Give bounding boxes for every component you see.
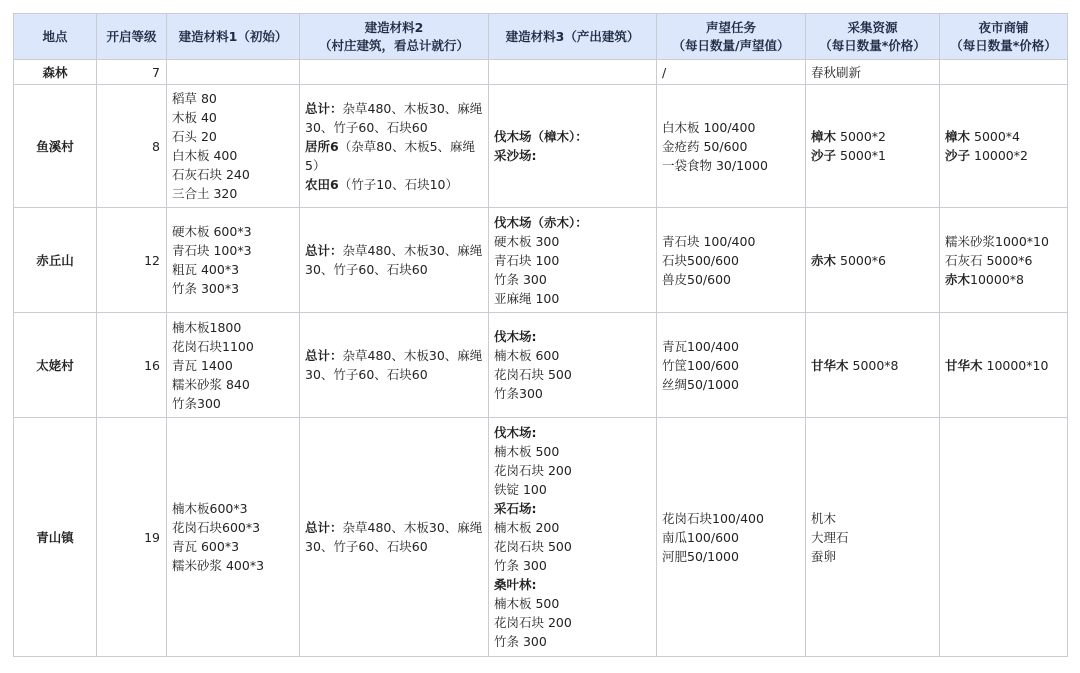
reputation-cell (657, 418, 806, 657)
material-3-cell (489, 418, 657, 657)
cell-line (305, 137, 483, 175)
cell-text: 花岗石块 200 (494, 463, 572, 478)
cell-line (494, 270, 651, 289)
cell-line: 三合土 320 (172, 186, 238, 201)
cell-line (305, 346, 483, 384)
cell-line (811, 63, 934, 82)
cell-line: 稻草 80 (172, 91, 217, 106)
cell-line: 粗瓦 400*3 (172, 262, 240, 277)
material-1-cell (167, 418, 300, 657)
cell-line: 石灰石块 240 (172, 167, 250, 182)
level-cell: 7 (97, 60, 167, 85)
bold-label: 总计： (305, 100, 343, 116)
bold-label: 樟木 (811, 129, 837, 144)
bold-label: 赤木 (811, 252, 837, 268)
header-level: 开启等级 (97, 14, 167, 60)
cell-line (494, 442, 651, 461)
bold-label: 总计： (305, 243, 343, 258)
cell-text: 10000*2 (970, 148, 1028, 163)
cell-line: 南瓜100/600 (662, 529, 739, 545)
cell-line (305, 175, 483, 194)
bold-label: 居所6 (305, 138, 339, 154)
night-market-cell (940, 418, 1068, 657)
cell-line: 青瓦 600*3 (172, 539, 240, 554)
cell-line: 楠木板1800 (172, 319, 242, 335)
cell-line (494, 232, 651, 251)
cell-line (494, 423, 651, 442)
cell-line (494, 575, 651, 594)
material-3-cell (489, 85, 657, 208)
bold-label: 沙子 (811, 148, 837, 163)
cell-text: 亚麻绳 100 (494, 290, 560, 306)
cell-text: 5000*2 (836, 129, 887, 144)
cell-text: 竹条300 (494, 386, 543, 401)
cell-line (811, 528, 934, 547)
location-cell: 鱼溪村 (14, 85, 97, 208)
cell-line (305, 518, 483, 556)
level-cell: 12 (97, 208, 167, 313)
cell-text: 春秋刷新 (811, 64, 862, 80)
material-2-cell (300, 313, 489, 418)
cell-text: 5000*1 (836, 148, 887, 163)
cell-line (945, 127, 1062, 146)
cell-line: 青瓦100/400 (662, 338, 739, 354)
cell-line (945, 356, 1062, 375)
cell-line: 木板 40 (172, 110, 217, 125)
bold-label: 沙子 (945, 148, 971, 163)
table-row (14, 60, 1068, 85)
bold-label: 伐木场（樟木）： (494, 129, 588, 144)
cell-line (305, 241, 483, 279)
header-night-market: 夜市商铺 （每日数量*价格） (940, 14, 1068, 60)
night-market-cell (940, 60, 1068, 85)
material-2-cell (300, 85, 489, 208)
cell-line (494, 127, 651, 146)
bold-label: 桑叶林: (494, 577, 537, 592)
level-cell: 16 (97, 313, 167, 418)
bold-label: 樟木 (945, 129, 971, 144)
cell-text: 5000*8 (848, 357, 899, 373)
material-2-cell (300, 208, 489, 313)
material-3-cell (489, 313, 657, 418)
bold-label: 伐木场（赤木）： (494, 214, 588, 230)
cell-text: 10000*8 (970, 271, 1024, 287)
cell-text: 5000*6 (836, 252, 887, 268)
cell-text: 竹条 300 (494, 558, 547, 573)
cell-line: 河肥50/1000 (662, 548, 739, 564)
bold-label: 总计： (305, 348, 343, 363)
cell-text: 花岗石块 500 (494, 539, 572, 554)
cell-line: 石块500/600 (662, 252, 739, 268)
cell-text: 铁锭 100 (494, 482, 547, 497)
location-cell: 青山镇 (14, 418, 97, 657)
cell-line (945, 251, 1062, 270)
reputation-cell (657, 313, 806, 418)
material-1-cell (167, 313, 300, 418)
bold-label: 甘华木 (945, 357, 983, 373)
cell-text: 花岗石块 200 (494, 615, 572, 630)
bold-label: 采石场: (494, 501, 537, 516)
cell-line (494, 251, 651, 270)
cell-line (494, 346, 651, 365)
cell-text: 硬木板 300 (494, 233, 560, 249)
cell-line (945, 232, 1062, 251)
cell-line: 白木板 100/400 (662, 119, 756, 135)
cell-line (494, 632, 651, 651)
cell-line (945, 270, 1062, 289)
header-material-1: 建造材料1（初始） (167, 14, 300, 60)
header-reputation: 声望任务 （每日数量/声望值） (657, 14, 806, 60)
cell-line (494, 384, 651, 403)
cell-text: 石灰石 5000*6 (945, 252, 1033, 268)
cell-text: 杂草480、木板30、麻绳30、竹子60、石块60 (305, 348, 483, 382)
material-1-cell (167, 208, 300, 313)
cell-line (494, 499, 651, 518)
header-row (14, 14, 1068, 60)
gather-cell (806, 60, 940, 85)
cell-line: 青石块 100/400 (662, 233, 756, 249)
cell-text: （竹子10、石块10） (338, 176, 459, 192)
location-cell: 赤丘山 (14, 208, 97, 313)
cell-text: 机木 (811, 510, 837, 526)
cell-line: / (662, 64, 667, 80)
cell-line (811, 356, 934, 375)
location-cell: 森林 (14, 60, 97, 85)
gather-cell (806, 313, 940, 418)
cell-line: 糯米砂浆 840 (172, 376, 250, 392)
material-1-cell (167, 60, 300, 85)
header-material-3: 建造材料3（产出建筑） (489, 14, 657, 60)
cell-line: 花岗石块1100 (172, 338, 254, 354)
cell-line: 花岗石块600*3 (172, 520, 261, 535)
material-3-cell (489, 60, 657, 85)
cell-line: 青瓦 1400 (172, 357, 233, 373)
cell-line: 糯米砂浆 400*3 (172, 558, 265, 573)
cell-line (494, 213, 651, 232)
gather-cell (806, 208, 940, 313)
cell-line (811, 127, 934, 146)
bold-label: 农田6 (305, 176, 339, 192)
cell-line: 竹条300 (172, 395, 221, 411)
cell-line (494, 480, 651, 499)
cell-line (494, 518, 651, 537)
bold-label: 赤木 (945, 271, 971, 287)
night-market-cell (940, 208, 1068, 313)
gather-cell (806, 418, 940, 657)
cell-line: 竹条 300*3 (172, 281, 240, 296)
cell-line (494, 289, 651, 308)
cell-line (494, 594, 651, 613)
cell-line: 竹筐100/600 (662, 357, 739, 373)
cell-line (811, 547, 934, 566)
cell-line: 丝绸50/1000 (662, 376, 739, 392)
cell-text: 蚕卵 (811, 548, 837, 564)
cell-text: 糯米砂浆1000*10 (945, 233, 1049, 249)
cell-text: 5000*4 (970, 129, 1021, 144)
material-2-cell (300, 60, 489, 85)
cell-line (305, 99, 483, 137)
material-1-cell (167, 85, 300, 208)
cell-line (494, 613, 651, 632)
table-row (14, 418, 1068, 657)
reputation-cell (657, 208, 806, 313)
cell-text: 楠木板 500 (494, 596, 560, 611)
cell-line (494, 461, 651, 480)
cell-line (811, 146, 934, 165)
table-row (14, 208, 1068, 313)
resource-table (13, 13, 1068, 657)
cell-line: 白木板 400 (172, 148, 238, 163)
header-gather: 采集资源 （每日数量*价格） (806, 14, 940, 60)
gather-cell (806, 85, 940, 208)
cell-text: 楠木板 500 (494, 444, 560, 459)
cell-line: 硬木板 600*3 (172, 224, 252, 239)
cell-line: 楠木板600*3 (172, 501, 248, 516)
cell-text: 竹条 300 (494, 634, 547, 649)
header-location: 地点 (14, 14, 97, 60)
cell-text: 青石块 100 (494, 252, 560, 268)
cell-line (811, 509, 934, 528)
level-cell: 8 (97, 85, 167, 208)
table-row (14, 85, 1068, 208)
location-cell: 太姥村 (14, 313, 97, 418)
cell-line: 兽皮50/600 (662, 271, 731, 287)
night-market-cell (940, 85, 1068, 208)
material-3-cell (489, 208, 657, 313)
cell-text: 花岗石块 500 (494, 367, 572, 382)
table-row (14, 313, 1068, 418)
header-material-2: 建造材料2 （村庄建筑，看总计就行） (300, 14, 489, 60)
bold-label: 采沙场: (494, 148, 537, 163)
level-cell: 19 (97, 418, 167, 657)
cell-line: 青石块 100*3 (172, 243, 252, 258)
cell-text: 楠木板 600 (494, 348, 560, 363)
reputation-cell (657, 85, 806, 208)
night-market-cell (940, 313, 1068, 418)
bold-label: 总计： (305, 520, 343, 535)
bold-label: 甘华木 (811, 357, 849, 373)
cell-text: 杂草480、木板30、麻绳30、竹子60、石块60 (305, 520, 483, 554)
material-2-cell (300, 418, 489, 657)
cell-line (494, 537, 651, 556)
cell-line: 石头 20 (172, 129, 217, 144)
cell-line: 金疮药 50/600 (662, 138, 748, 154)
cell-line (945, 146, 1062, 165)
cell-text: 10000*10 (982, 357, 1049, 373)
cell-line (494, 327, 651, 346)
cell-line (811, 251, 934, 270)
cell-text: 竹条 300 (494, 271, 547, 287)
bold-label: 伐木场: (494, 329, 537, 344)
cell-text: 杂草480、木板30、麻绳30、竹子60、石块60 (305, 100, 483, 135)
bold-label: 伐木场: (494, 425, 537, 440)
cell-line: 花岗石块100/400 (662, 510, 764, 526)
cell-line (494, 365, 651, 384)
reputation-cell (657, 60, 806, 85)
cell-text: （杂草80、木板5、麻绳5） (305, 138, 476, 173)
cell-line (494, 556, 651, 575)
cell-line: 一袋食物 30/1000 (662, 157, 768, 173)
cell-text: 楠木板 200 (494, 520, 560, 535)
cell-text: 杂草480、木板30、麻绳30、竹子60、石块60 (305, 243, 483, 277)
cell-line (494, 146, 651, 165)
cell-text: 大理石 (811, 529, 849, 545)
